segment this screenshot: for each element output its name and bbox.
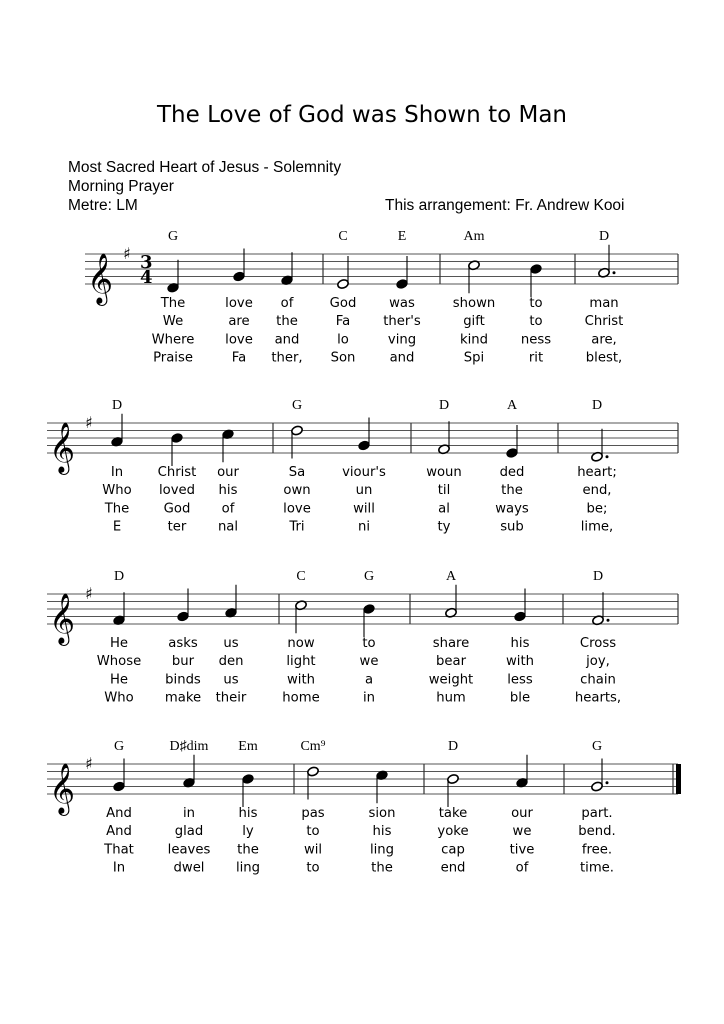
chord-symbol: Am bbox=[463, 229, 485, 244]
lyric-syllable: in bbox=[182, 806, 196, 821]
lyric-syllable: we bbox=[359, 654, 379, 670]
chord-symbol: D bbox=[438, 398, 450, 413]
lyric-syllable: the bbox=[501, 483, 523, 499]
note-head bbox=[363, 604, 376, 615]
key-signature-sharp-icon: ♯ bbox=[85, 413, 93, 432]
lyric-syllable: of bbox=[280, 296, 294, 311]
lyric-syllable: ling bbox=[235, 860, 261, 876]
lyric-syllable: end bbox=[440, 860, 466, 876]
chord-symbol: Em bbox=[238, 739, 258, 754]
lyric-syllable: Where bbox=[151, 332, 195, 348]
augmentation-dot bbox=[606, 781, 609, 784]
occasion-text: Most Sacred Heart of Jesus - Solemnity bbox=[68, 159, 342, 176]
lyric-syllable: our bbox=[511, 806, 533, 821]
lyric-syllable: part. bbox=[581, 806, 613, 821]
key-signature-sharp-icon: ♯ bbox=[85, 754, 93, 773]
lyric-syllable: the bbox=[371, 860, 393, 876]
lyric-syllable: take bbox=[438, 806, 468, 821]
lyric-syllable: of bbox=[515, 860, 529, 876]
note-head bbox=[171, 433, 184, 444]
lyric-syllable: their bbox=[215, 690, 247, 706]
lyric-syllable: to bbox=[306, 824, 320, 840]
lyric-syllable: Tri bbox=[289, 519, 305, 535]
lyric-syllable: in bbox=[362, 690, 376, 706]
lyric-syllable: our bbox=[217, 465, 239, 480]
lyric-syllable: lo bbox=[337, 332, 349, 348]
note-head bbox=[233, 271, 246, 282]
lyric-syllable: chain bbox=[580, 672, 616, 688]
lyric-syllable: The bbox=[160, 296, 186, 311]
note-head bbox=[396, 279, 409, 290]
lyric-syllable: cap bbox=[441, 842, 465, 858]
lyric-syllable: hearts, bbox=[574, 690, 622, 706]
lyric-syllable: Son bbox=[330, 350, 356, 366]
lyric-syllable: ther's bbox=[383, 314, 421, 330]
chord-symbol: C bbox=[296, 569, 306, 584]
lyric-syllable: til bbox=[437, 483, 451, 499]
arrangement-credit: This arrangement: Fr. Andrew Kooi bbox=[385, 197, 625, 214]
lyric-syllable: tive bbox=[509, 842, 535, 858]
lyric-syllable: with bbox=[506, 654, 534, 670]
lyric-syllable: ness bbox=[520, 332, 552, 348]
note-head bbox=[177, 611, 190, 622]
lyric-syllable: Fa bbox=[335, 314, 351, 330]
lyric-syllable: was bbox=[389, 296, 415, 311]
lyric-syllable: E bbox=[112, 519, 122, 535]
lyric-syllable: and bbox=[389, 350, 415, 366]
lyric-syllable: heart; bbox=[577, 465, 617, 480]
lyric-syllable: his bbox=[510, 636, 530, 651]
augmentation-dot bbox=[613, 271, 616, 274]
lyric-syllable: ways bbox=[495, 501, 529, 517]
lyric-syllable: time. bbox=[580, 860, 614, 876]
lyric-syllable: light bbox=[286, 654, 316, 670]
lyric-syllable: kind bbox=[459, 332, 489, 348]
lyric-syllable: ving bbox=[387, 332, 417, 348]
treble-clef-icon: 𝄞 bbox=[87, 253, 114, 304]
note-head bbox=[113, 781, 126, 792]
lyric-syllable: pas bbox=[301, 806, 325, 821]
lyric-syllable: joy, bbox=[586, 654, 610, 670]
chord-symbol: G bbox=[591, 739, 603, 754]
lyric-syllable: ter bbox=[167, 519, 187, 535]
lyric-syllable: The bbox=[104, 501, 130, 517]
lyric-syllable: God bbox=[329, 296, 357, 311]
lyric-syllable: That bbox=[104, 842, 134, 858]
time-signature-bottom: 4 bbox=[140, 267, 153, 288]
lyric-syllable: And bbox=[106, 824, 132, 840]
lyric-syllable: rit bbox=[528, 350, 544, 366]
lyric-syllable: end, bbox=[582, 483, 612, 499]
lyric-syllable: lime, bbox=[580, 519, 614, 535]
lyric-syllable: to bbox=[362, 636, 376, 651]
lyric-syllable: his bbox=[218, 483, 238, 499]
lyric-syllable: to bbox=[529, 314, 543, 330]
lyric-syllable: In bbox=[112, 860, 126, 876]
lyric-syllable: Cross bbox=[579, 636, 617, 651]
lyric-syllable: we bbox=[512, 824, 532, 840]
lyric-syllable: sub bbox=[500, 519, 524, 535]
lyric-syllable: loved bbox=[158, 483, 196, 499]
lyric-syllable: Fa bbox=[231, 350, 247, 366]
lyric-syllable: Who bbox=[104, 690, 134, 706]
time-signature-top: 3 bbox=[140, 252, 153, 273]
note-head bbox=[530, 264, 543, 275]
lyric-syllable: binds bbox=[165, 672, 201, 688]
lyric-syllable: Spi bbox=[463, 350, 485, 366]
chord-symbol: D♯dim bbox=[169, 739, 209, 754]
lyric-syllable: bur bbox=[171, 654, 195, 670]
chord-symbol: D bbox=[591, 398, 603, 413]
lyric-syllable: Who bbox=[102, 483, 132, 499]
lyric-syllable: own bbox=[283, 483, 311, 499]
lyric-syllable: asks bbox=[168, 636, 198, 651]
lyric-syllable: are, bbox=[591, 332, 617, 348]
lyric-syllable: home bbox=[282, 690, 320, 706]
lyric-syllable: shown bbox=[452, 296, 496, 311]
chord-symbol: D bbox=[598, 229, 610, 244]
lyric-syllable: us bbox=[223, 672, 239, 688]
chord-symbol: E bbox=[397, 229, 407, 244]
treble-clef-icon: 𝄞 bbox=[49, 763, 76, 814]
lyric-syllable: viour's bbox=[342, 465, 386, 480]
lyric-syllable: woun bbox=[426, 465, 462, 480]
lyric-syllable: make bbox=[164, 690, 202, 706]
lyric-syllable: free. bbox=[581, 842, 613, 858]
chord-symbol: G bbox=[363, 569, 375, 584]
note-head bbox=[307, 766, 320, 777]
lyric-syllable: the bbox=[276, 314, 298, 330]
lyric-syllable: a bbox=[364, 672, 374, 688]
treble-clef-icon: 𝄞 bbox=[49, 593, 76, 644]
treble-clef-icon: 𝄞 bbox=[49, 422, 76, 473]
note-head bbox=[358, 440, 371, 451]
chord-symbol: G bbox=[291, 398, 303, 413]
note-head bbox=[291, 425, 304, 436]
lyric-syllable: ther, bbox=[271, 350, 303, 366]
lyric-syllable: glad bbox=[174, 824, 204, 840]
lyric-syllable: man bbox=[589, 296, 619, 311]
lyric-syllable: to bbox=[529, 296, 543, 311]
lyric-syllable: He bbox=[109, 636, 129, 651]
note-head bbox=[447, 774, 460, 785]
lyric-syllable: his bbox=[238, 806, 258, 821]
lyric-syllable: dwel bbox=[173, 860, 205, 876]
lyric-syllable: will bbox=[353, 501, 375, 517]
lyric-syllable: ded bbox=[499, 465, 525, 480]
lyric-syllable: with bbox=[287, 672, 315, 688]
lyric-syllable: den bbox=[218, 654, 244, 670]
lyric-syllable: blest, bbox=[585, 350, 623, 366]
lyric-syllable: ling bbox=[369, 842, 395, 858]
chord-symbol: D bbox=[592, 569, 604, 584]
lyric-syllable: In bbox=[110, 465, 124, 480]
key-signature-sharp-icon: ♯ bbox=[123, 244, 131, 263]
lyric-syllable: bend. bbox=[578, 824, 616, 840]
lyric-syllable: of bbox=[221, 501, 235, 517]
final-barline-thick bbox=[676, 764, 681, 794]
lyric-syllable: Christ bbox=[157, 465, 197, 480]
lyric-syllable: And bbox=[106, 806, 132, 821]
lyric-syllable: share bbox=[432, 636, 470, 651]
lyric-syllable: now bbox=[287, 636, 315, 651]
lyric-syllable: sion bbox=[368, 806, 396, 821]
lyric-syllable: wil bbox=[303, 842, 323, 858]
chord-symbol: A bbox=[506, 398, 518, 413]
lyric-syllable: are bbox=[228, 314, 250, 330]
lyric-syllable: the bbox=[237, 842, 259, 858]
chord-symbol: D bbox=[113, 569, 125, 584]
lyric-syllable: ty bbox=[437, 519, 451, 535]
lyric-syllable: Christ bbox=[584, 314, 624, 330]
lyric-syllable: and bbox=[274, 332, 300, 348]
lyric-syllable: leaves bbox=[167, 842, 211, 858]
augmentation-dot bbox=[606, 455, 609, 458]
chord-symbol: A bbox=[445, 569, 457, 584]
lyric-syllable: weight bbox=[428, 672, 474, 688]
note-head bbox=[591, 781, 604, 792]
lyric-syllable: be; bbox=[586, 501, 608, 517]
lyric-syllable: Sa bbox=[288, 465, 306, 480]
augmentation-dot bbox=[607, 619, 610, 622]
chord-symbol: C bbox=[338, 229, 348, 244]
lyric-syllable: ly bbox=[242, 824, 254, 840]
lyric-syllable: Praise bbox=[153, 350, 193, 366]
lyric-syllable: He bbox=[109, 672, 129, 688]
lyric-syllable: al bbox=[438, 501, 450, 517]
lyric-syllable: love bbox=[283, 501, 311, 517]
lyric-syllable: nal bbox=[217, 519, 239, 535]
chord-symbol: D bbox=[111, 398, 123, 413]
chord-symbol: D bbox=[447, 739, 459, 754]
lyric-syllable: ni bbox=[357, 519, 371, 535]
metre-text: Metre: LM bbox=[68, 197, 138, 214]
lyric-syllable: We bbox=[162, 314, 184, 330]
lyric-syllable: un bbox=[355, 483, 373, 499]
note-head bbox=[506, 448, 519, 459]
lyric-syllable: yoke bbox=[437, 824, 469, 840]
lyric-syllable: to bbox=[306, 860, 320, 876]
note-head bbox=[242, 774, 255, 785]
lyric-syllable: ble bbox=[509, 690, 531, 706]
office-text: Morning Prayer bbox=[68, 178, 174, 195]
lyric-syllable: hum bbox=[436, 690, 466, 706]
hymn-title: The Love of God was Shown to Man bbox=[157, 102, 567, 128]
lyric-syllable: Whose bbox=[96, 654, 142, 670]
note-head bbox=[337, 279, 350, 290]
chord-symbol: Cm⁹ bbox=[300, 739, 326, 754]
lyric-syllable: bear bbox=[436, 654, 466, 670]
lyric-syllable: us bbox=[223, 636, 239, 651]
lyric-syllable: gift bbox=[463, 314, 485, 330]
key-signature-sharp-icon: ♯ bbox=[85, 584, 93, 603]
note-head bbox=[514, 611, 527, 622]
lyric-syllable: God bbox=[163, 501, 191, 517]
lyric-syllable: love bbox=[225, 296, 253, 311]
chord-symbol: G bbox=[113, 739, 125, 754]
lyric-syllable: less bbox=[507, 672, 533, 688]
lyric-syllable: his bbox=[372, 824, 392, 840]
chord-symbol: G bbox=[167, 229, 179, 244]
lyric-syllable: love bbox=[225, 332, 253, 348]
